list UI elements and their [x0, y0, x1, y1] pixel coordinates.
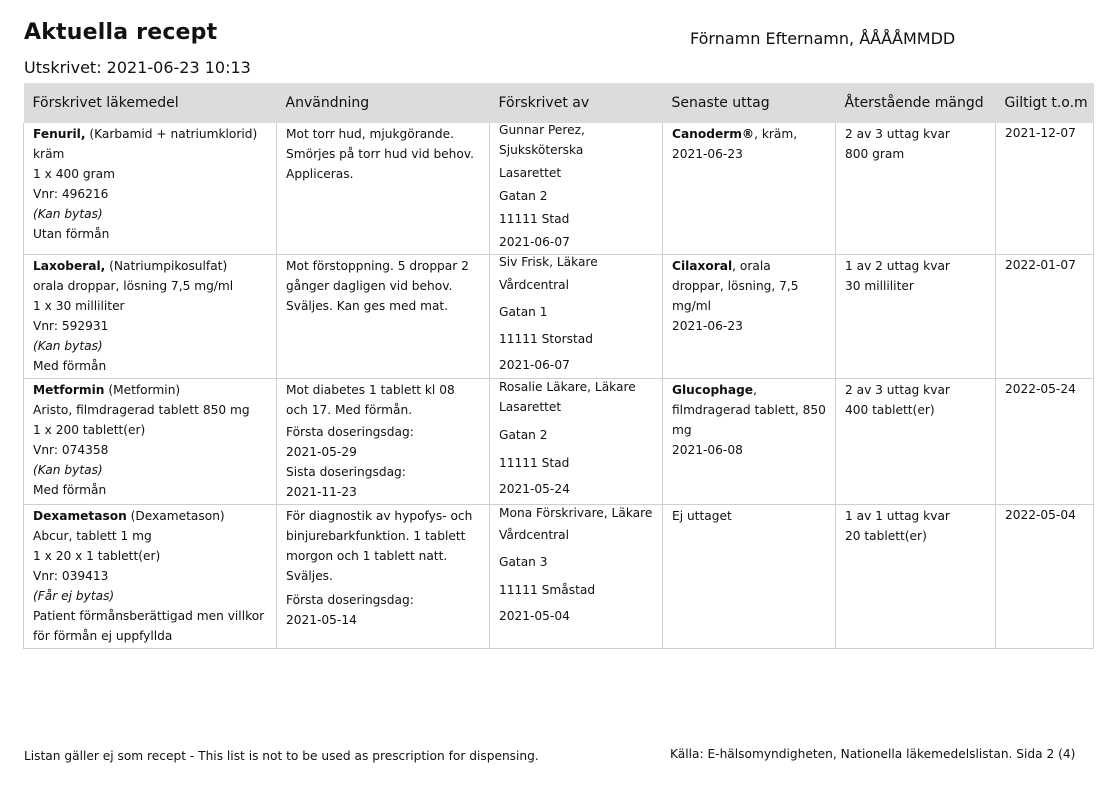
prescriber-street: Gatan 2	[499, 189, 548, 203]
prescriber-cell	[490, 379, 663, 505]
first-dose-label: Första doseringsdag:	[286, 425, 414, 439]
drug-swap-status: (Får ej bytas)	[33, 589, 115, 603]
remaining-cell	[836, 255, 996, 379]
drug-swap-status: (Kan bytas)	[33, 463, 103, 477]
drug-cell	[24, 379, 277, 505]
drug-amount: 1 x 400 gram	[33, 167, 115, 181]
prescriber-cell	[490, 505, 663, 649]
valid-until-date: 2022-05-04	[1005, 508, 1076, 522]
drug-substance: (Natriumpikosulfat)	[105, 259, 228, 273]
last-withdrawal-cell	[663, 123, 836, 255]
issued-timestamp: Utskrivet: 2021-06-23 10:13	[24, 58, 251, 77]
drug-cell	[24, 123, 277, 255]
last-dose-label: Sista doseringsdag:	[286, 465, 406, 479]
first-dose-label: Första doseringsdag:	[286, 593, 414, 607]
drug-amount: 1 x 20 x 1 tablett(er)	[33, 549, 161, 563]
last-withdrawal-date: 2021-06-08	[672, 443, 743, 457]
table-row	[24, 379, 1094, 505]
valid-until-cell	[996, 255, 1094, 379]
drug-swap-status: (Kan bytas)	[33, 339, 103, 353]
prescriber-street: Gatan 2	[499, 428, 548, 442]
prescriber-unit: Vårdcentral	[499, 528, 569, 542]
valid-until-date: 2022-05-24	[1005, 382, 1076, 396]
drug-vnr: Vnr: 074358	[33, 443, 109, 457]
column-header-prescriber: Förskrivet av	[490, 83, 663, 123]
prescriber-unit: Vårdcentral	[499, 278, 569, 292]
valid-until-date: 2021-12-07	[1005, 126, 1076, 140]
prescriber-date: 2021-05-04	[499, 609, 570, 623]
prescriber-name: Rosalie Läkare, Läkare	[499, 380, 636, 394]
patient-identity: Förnamn Efternamn, ÅÅÅÅMMDD	[690, 29, 956, 48]
prescriber-unit: Lasarettet	[499, 400, 562, 414]
remaining-cell	[836, 123, 996, 255]
drug-swap-status: (Kan bytas)	[33, 207, 103, 221]
footer-disclaimer: Listan gäller ej som recept - This list is not to be used as prescription for dispensing.	[24, 749, 539, 763]
drug-vnr: Vnr: 039413	[33, 569, 109, 583]
footer-source: Källa: E-hälsomyndigheten, Nationella läkemedelslistan. Sida 2 (4)	[670, 747, 1076, 761]
prescriber-city: 11111 Småstad	[499, 583, 596, 597]
drug-substance: (Metformin)	[104, 383, 181, 397]
usage-cell	[277, 255, 490, 379]
prescriber-street: Gatan 3	[499, 555, 548, 569]
usage-text: För diagnostik av hypofys- och binjurebarkfunktion. 1 tablett morgon och 1 tablett natt. Sväljes.	[286, 509, 473, 583]
column-header-last-withdrawal: Senaste uttag	[663, 83, 836, 123]
drug-cell	[24, 505, 277, 649]
drug-benefit: Patient förmånsberättigad men villkor för förmån ej uppfyllda	[33, 609, 265, 643]
remaining-withdrawals: 1 av 1 uttag kvar	[845, 509, 950, 523]
drug-benefit: Utan förmån	[33, 227, 110, 241]
valid-until-cell	[996, 123, 1094, 255]
drug-form: orala droppar, lösning 7,5 mg/ml	[33, 279, 234, 293]
first-dose-date: 2021-05-29	[286, 445, 357, 459]
prescriber-date: 2021-06-07	[499, 235, 570, 249]
page-title: Aktuella recept	[24, 20, 218, 45]
remaining-amount: 400 tablett(er)	[845, 403, 935, 417]
remaining-cell	[836, 379, 996, 505]
drug-name: Metformin	[33, 383, 105, 397]
drug-benefit: Med förmån	[33, 359, 107, 373]
prescriber-name: Siv Frisk, Läkare	[499, 255, 598, 269]
last-withdrawal-detail: , kräm,	[754, 127, 798, 141]
drug-amount: 1 x 30 milliliter	[33, 299, 125, 313]
drug-name: Fenuril,	[33, 127, 86, 141]
last-dose-date: 2021-11-23	[286, 485, 357, 499]
prescriber-unit: Lasarettet	[499, 166, 562, 180]
usage-cell	[277, 123, 490, 255]
remaining-withdrawals: 2 av 3 uttag kvar	[845, 127, 950, 141]
last-withdrawal-product: Glucophage	[672, 383, 754, 397]
drug-vnr: Vnr: 592931	[33, 319, 109, 333]
drug-cell	[24, 255, 277, 379]
drug-vnr: Vnr: 496216	[33, 187, 109, 201]
remaining-withdrawals: 1 av 2 uttag kvar	[845, 259, 950, 273]
last-withdrawal-date: 2021-06-23	[672, 319, 743, 333]
prescriber-city: 11111 Storstad	[499, 332, 593, 346]
drug-substance: (Dexametason)	[126, 509, 225, 523]
valid-until-date: 2022-01-07	[1005, 258, 1076, 272]
prescriber-date: 2021-05-24	[499, 482, 570, 496]
valid-until-cell	[996, 505, 1094, 649]
prescriber-date: 2021-06-07	[499, 358, 570, 372]
column-header-drug: Förskrivet läkemedel	[24, 83, 277, 123]
drug-form: Aristo, filmdragerad tablett 850 mg	[33, 403, 250, 417]
prescription-table	[23, 83, 1094, 649]
last-withdrawal-cell	[663, 379, 836, 505]
last-withdrawal-product: Cilaxoral	[672, 259, 733, 273]
prescriber-name: Gunnar Perez, Sjuksköterska	[499, 123, 585, 157]
prescriber-name: Mona Förskrivare, Läkare	[499, 506, 653, 520]
column-header-valid-until: Giltigt t.o.m	[996, 83, 1094, 123]
remaining-amount: 20 tablett(er)	[845, 529, 927, 543]
remaining-withdrawals: 2 av 3 uttag kvar	[845, 383, 950, 397]
last-withdrawal-cell	[663, 505, 836, 649]
drug-substance: (Karbamid + natriumklorid)	[85, 127, 258, 141]
drug-amount: 1 x 200 tablett(er)	[33, 423, 146, 437]
last-withdrawal-date: 2021-06-23	[672, 147, 743, 161]
last-withdrawal-detail: , orala droppar, lösning, 7,5 mg/ml	[672, 259, 799, 313]
drug-benefit: Med förmån	[33, 483, 107, 497]
usage-cell	[277, 505, 490, 649]
usage-text: Mot torr hud, mjukgörande. Smörjes på torr hud vid behov. Appliceras.	[286, 127, 475, 181]
table-row	[24, 505, 1094, 649]
prescriber-city: 11111 Stad	[499, 212, 570, 226]
usage-cell	[277, 379, 490, 505]
drug-name: Laxoberal,	[33, 259, 106, 273]
last-withdrawal-product: Canoderm®	[672, 127, 755, 141]
remaining-amount: 30 milliliter	[845, 279, 914, 293]
usage-text: Mot diabetes 1 tablett kl 08 och 17. Med förmån.	[286, 383, 455, 417]
last-withdrawal-status: Ej uttaget	[672, 509, 732, 523]
table-row	[24, 123, 1094, 255]
table-header-row	[24, 83, 1094, 123]
prescriber-street: Gatan 1	[499, 305, 548, 319]
drug-form: Abcur, tablett 1 mg	[33, 529, 152, 543]
prescriber-city: 11111 Stad	[499, 456, 570, 470]
remaining-cell	[836, 505, 996, 649]
drug-name: Dexametason	[33, 509, 127, 523]
remaining-amount: 800 gram	[845, 147, 905, 161]
valid-until-cell	[996, 379, 1094, 505]
column-header-usage: Användning	[277, 83, 490, 123]
last-withdrawal-cell	[663, 255, 836, 379]
column-header-remaining: Återstående mängd	[836, 83, 996, 123]
prescriber-cell	[490, 255, 663, 379]
drug-form: kräm	[33, 147, 65, 161]
prescriber-cell	[490, 123, 663, 255]
first-dose-date: 2021-05-14	[286, 613, 357, 627]
last-withdrawal-detail: , filmdragerad tablett, 850 mg	[672, 383, 826, 437]
table-row	[24, 255, 1094, 379]
usage-text: Mot förstoppning. 5 droppar 2 gånger dagligen vid behov. Sväljes. Kan ges med mat.	[286, 259, 469, 313]
